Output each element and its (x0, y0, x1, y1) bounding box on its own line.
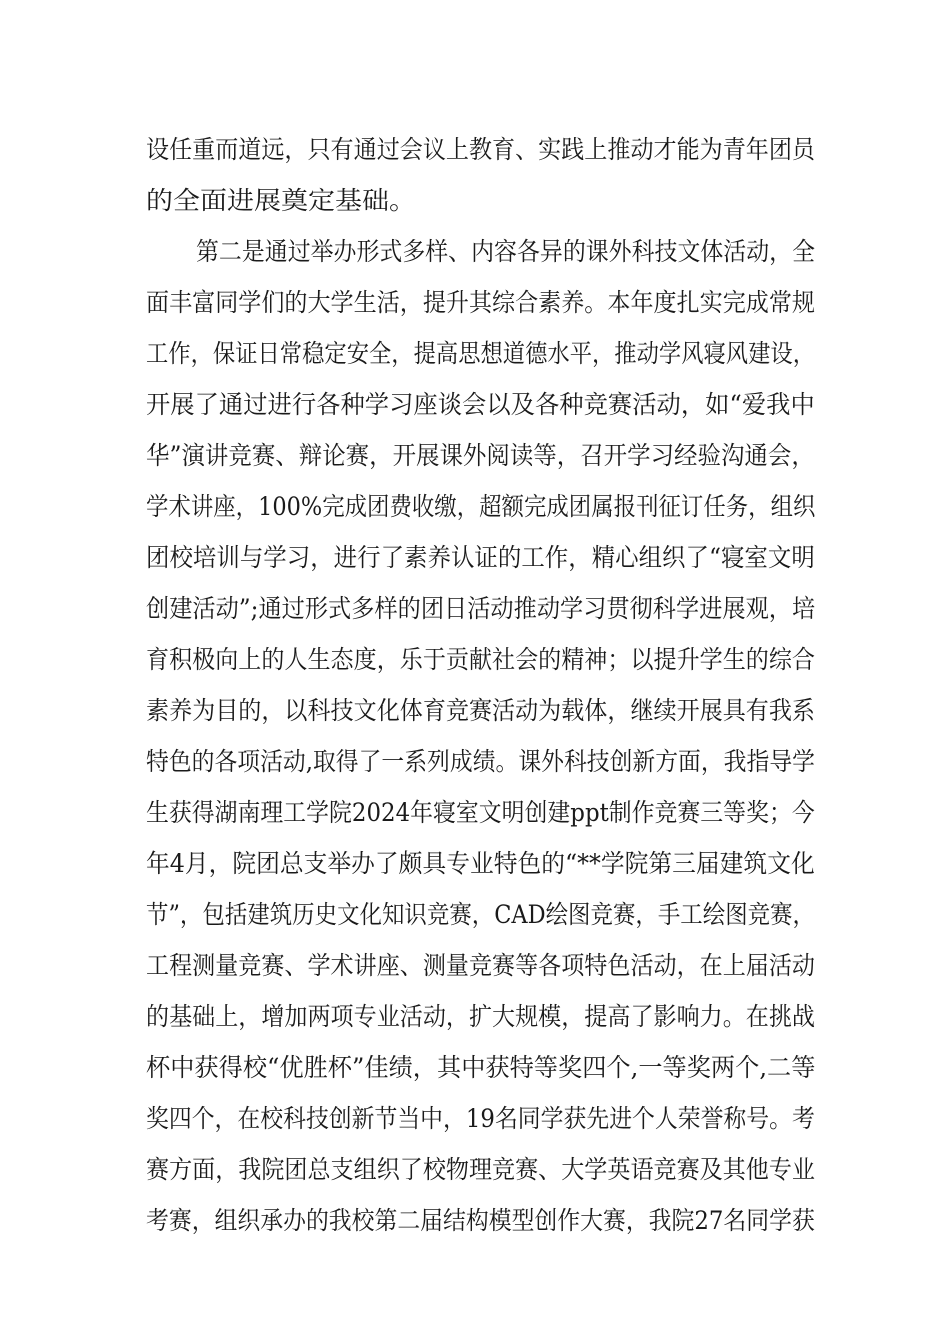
text-line: 节”，包括建筑历史文化知识竞赛，CAD绘图竞赛，手工绘图竞赛， (146, 900, 816, 929)
text-line: 杯中获得校“优胜杯”佳绩，其中获特等奖四个,一等奖两个,二等 (146, 1053, 816, 1082)
text-line: 特色的各项活动,取得了一系列成绩。课外科技创新方面，我指导学 (146, 747, 815, 776)
paragraph-first-line: 第二是通过举办形式多样、内容各异的课外科技文体活动，全 (196, 237, 816, 266)
text-line: 的基础上，增加两项专业活动，扩大规模，提高了影响力。在挑战 (146, 1002, 816, 1031)
text-line: 的全面进展奠定基础。 (146, 186, 417, 215)
text-line: 设任重而道远，只有通过会议上教育、实践上推动才能为青年团员 (146, 135, 816, 164)
text-line: 学术讲座，100%完成团费收缴，超额完成团属报刊征订任务，组织 (146, 492, 816, 521)
text-line: 团校培训与学习，进行了素养认证的工作，精心组织了“寝室文明 (146, 543, 815, 572)
text-line: 考赛，组织承办的我校第二届结构模型创作大赛，我院27名同学获 (146, 1206, 815, 1235)
text-line: 年4月，院团总支举办了颇具专业特色的“**学院第三届建筑文化 (146, 849, 815, 878)
text-line: 素养为目的，以科技文化体育竞赛活动为载体，继续开展具有我系 (146, 696, 816, 725)
text-line: 奖四个，在校科技创新节当中，19名同学获先进个人荣誉称号。考 (146, 1104, 815, 1133)
text-line: 创建活动”;通过形式多样的团日活动推动学习贯彻科学进展观，培 (146, 594, 816, 623)
text-line: 赛方面，我院团总支组织了校物理竞赛、大学英语竞赛及其他专业 (146, 1155, 816, 1184)
text-line: 华”演讲竞赛、辩论赛，开展课外阅读等，召开学习经验沟通会， (146, 441, 815, 470)
text-line: 生获得湖南理工学院2024年寝室文明创建ppt制作竞赛三等奖；今 (146, 798, 815, 827)
text-line: 工程测量竞赛、学术讲座、测量竞赛等各项特色活动，在上届活动 (146, 951, 816, 980)
text-line: 工作，保证日常稳定安全，提高思想道德水平，推动学风寝风建设， (146, 339, 816, 368)
text-line: 面丰富同学们的大学生活，提升其综合素养。本年度扎实完成常规 (146, 288, 816, 317)
text-line: 开展了通过进行各种学习座谈会以及各种竞赛活动，如“爱我中 (146, 390, 815, 419)
text-line: 育积极向上的人生态度，乐于贡献社会的精神；以提升学生的综合 (146, 645, 816, 674)
